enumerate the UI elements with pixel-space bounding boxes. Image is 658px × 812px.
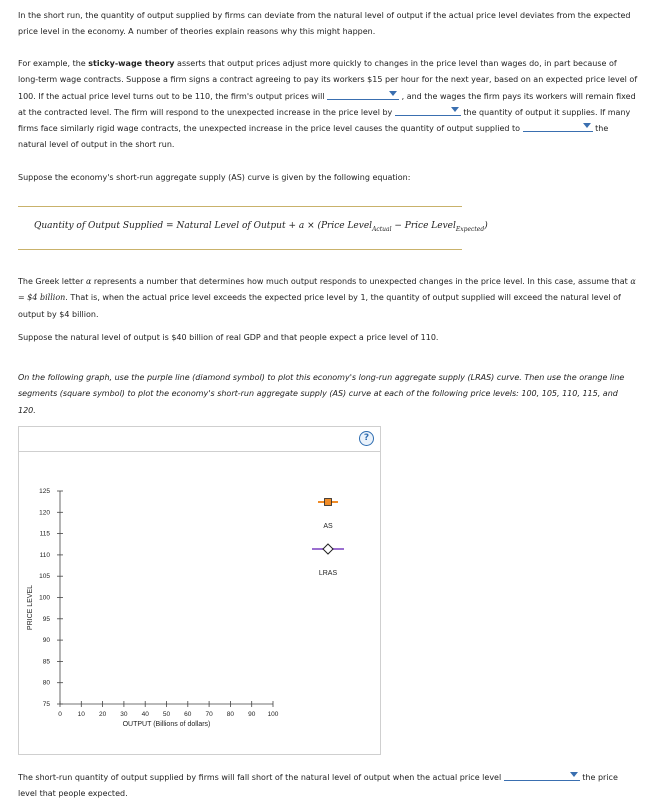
as-intro-text: Suppose the economy's short-run aggregate supply (AS) curve is given by the following equation: [18,173,411,182]
lras-legend-label: LRAS [318,570,338,577]
graph-panel[interactable] [18,426,381,755]
legend-as-tool[interactable] [318,499,338,531]
sticky-wage-theory-term: sticky-wage theory [88,59,175,68]
y-tick-label: 85 [42,658,50,666]
x-tick-label: 70 [205,711,213,718]
chevron-down-icon [451,107,459,112]
y-tick-label: 110 [39,551,50,559]
assumption-paragraph [18,330,638,346]
instructions-text: On the following graph, use the purple line (diamond symbol) to plot this economy's long-run aggregate supply (LRAS) curve. Then use the orange line segments (square symbol) to plot the economy's short-run aggregate supply (AS) curve at each of the following price levels: 100, 105, 110, 115, and 120. [18,373,625,415]
greek-text-3: . That is, when the actual price level exceeds the expected price level by 1, the quantity of output supplied will exceed the natural level of output by $4 billion. [18,293,621,319]
chevron-down-icon [570,772,578,777]
closing-paragraph [18,770,638,803]
as-intro [18,170,638,186]
y-axis-label: PRICE LEVEL [27,584,34,631]
y-tick-label: 80 [42,679,50,687]
price-level-comparison-dropdown[interactable] [504,770,580,781]
legend-lras-tool[interactable] [312,544,344,577]
eq-plus-alpha: + a × [288,221,315,231]
eq-price-level-expected: − Price Level [394,221,456,231]
eq-close-paren: ) [484,221,488,231]
as-legend-label: AS [323,523,333,530]
x-tick-label: 60 [184,711,192,718]
y-tick-label: 125 [39,488,50,495]
sticky-text-1: For example, the [18,59,89,68]
eq-quantity-supplied: Quantity of Output Supplied [34,221,164,231]
as-equation [34,221,488,233]
output-prices-dropdown[interactable] [327,89,399,100]
eq-price-level-actual: (Price Level [317,221,373,231]
lras-diamond-icon [323,544,333,554]
x-tick-label: 50 [162,711,171,718]
chart-legend[interactable] [312,499,344,578]
graph-canvas[interactable] [19,427,380,754]
x-tick-label: 30 [120,711,128,718]
equation-box [18,206,488,250]
graph-instructions [18,370,638,419]
chart-axes [27,488,279,728]
y-tick-label: 120 [39,509,50,517]
greek-text-1: The Greek letter [18,277,86,286]
chevron-down-icon [583,123,591,128]
x-tick-label: 40 [141,711,149,718]
closing-text-1: The short-run quantity of output supplied by firms will fall short of the natural level of output when the actual price level [18,773,504,782]
greek-text-2: represents a number that determines how much output responds to unexpected changes in the price level. In this case, assume that [91,277,631,286]
y-tick-label: 75 [42,701,50,708]
x-tick-label: 0 [58,711,62,718]
x-tick-label: 10 [77,711,85,718]
intro-paragraph [18,8,638,41]
y-tick-label: 105 [39,573,50,581]
x-tick-label: 20 [98,711,107,718]
sticky-text-2: asserts that output prices adjust more quickly to changes in the price level than wages do, in part because of long-term wage contracts. Suppose a firm signs a contract agreeing to pay its workers $15 per hour for the next year, based on an expected price level of 100. If the actual price level turns out to be 110, the firm's output prices will [18,59,638,101]
help-icon[interactable]: ? [359,431,374,446]
alpha-symbol: α [85,277,92,286]
sticky-text-3: , and the wages the firm pays its workers will remain fixed at the contracted level. The firm will respond to the unexpected increase in the price level by [18,91,636,117]
firm-response-dropdown[interactable] [395,105,461,116]
x-tick-label: 100 [267,711,279,718]
sticky-text-4: the quantity of output it supplies. If many firms face similarly rigid wage contracts, the unexpected increase in the price level causes the quantity of output supplied to [18,107,631,134]
eq-equals: = [166,221,174,231]
x-tick-label: 80 [226,711,235,718]
y-tick-label: 90 [42,637,50,645]
y-tick-label: 115 [39,530,50,538]
chevron-down-icon [389,91,397,96]
eq-natural-level: Natural Level of Output [176,221,286,231]
sticky-wage-paragraph [18,56,638,154]
intro-text: In the short run, the quantity of output supplied by firms can deviate from the natural level of output if the actual price level deviates from the expected price level in the economy. A number of theories explain reasons why this might happen. [18,11,631,37]
eq-expected-subscript: Expected [455,225,485,233]
sticky-text-5: the natural level of output in the short run. [18,124,609,150]
eq-actual-subscript: Actual [372,225,392,233]
y-tick-label: 100 [39,594,50,602]
greek-letter-paragraph [18,274,638,323]
as-square-icon [325,499,332,506]
x-axis-label: OUTPUT (Billions of dollars) [122,721,211,728]
alpha-value: α = $4 billion [18,277,636,303]
y-tick-label: 95 [42,615,50,623]
assumption-text: Suppose the natural level of output is $40 billion of real GDP and that people expect a price level of 110. [18,333,439,342]
x-tick-label: 90 [248,711,256,718]
output-vs-natural-dropdown[interactable] [523,121,593,132]
closing-text-2: the price level that people expected. [18,773,618,799]
